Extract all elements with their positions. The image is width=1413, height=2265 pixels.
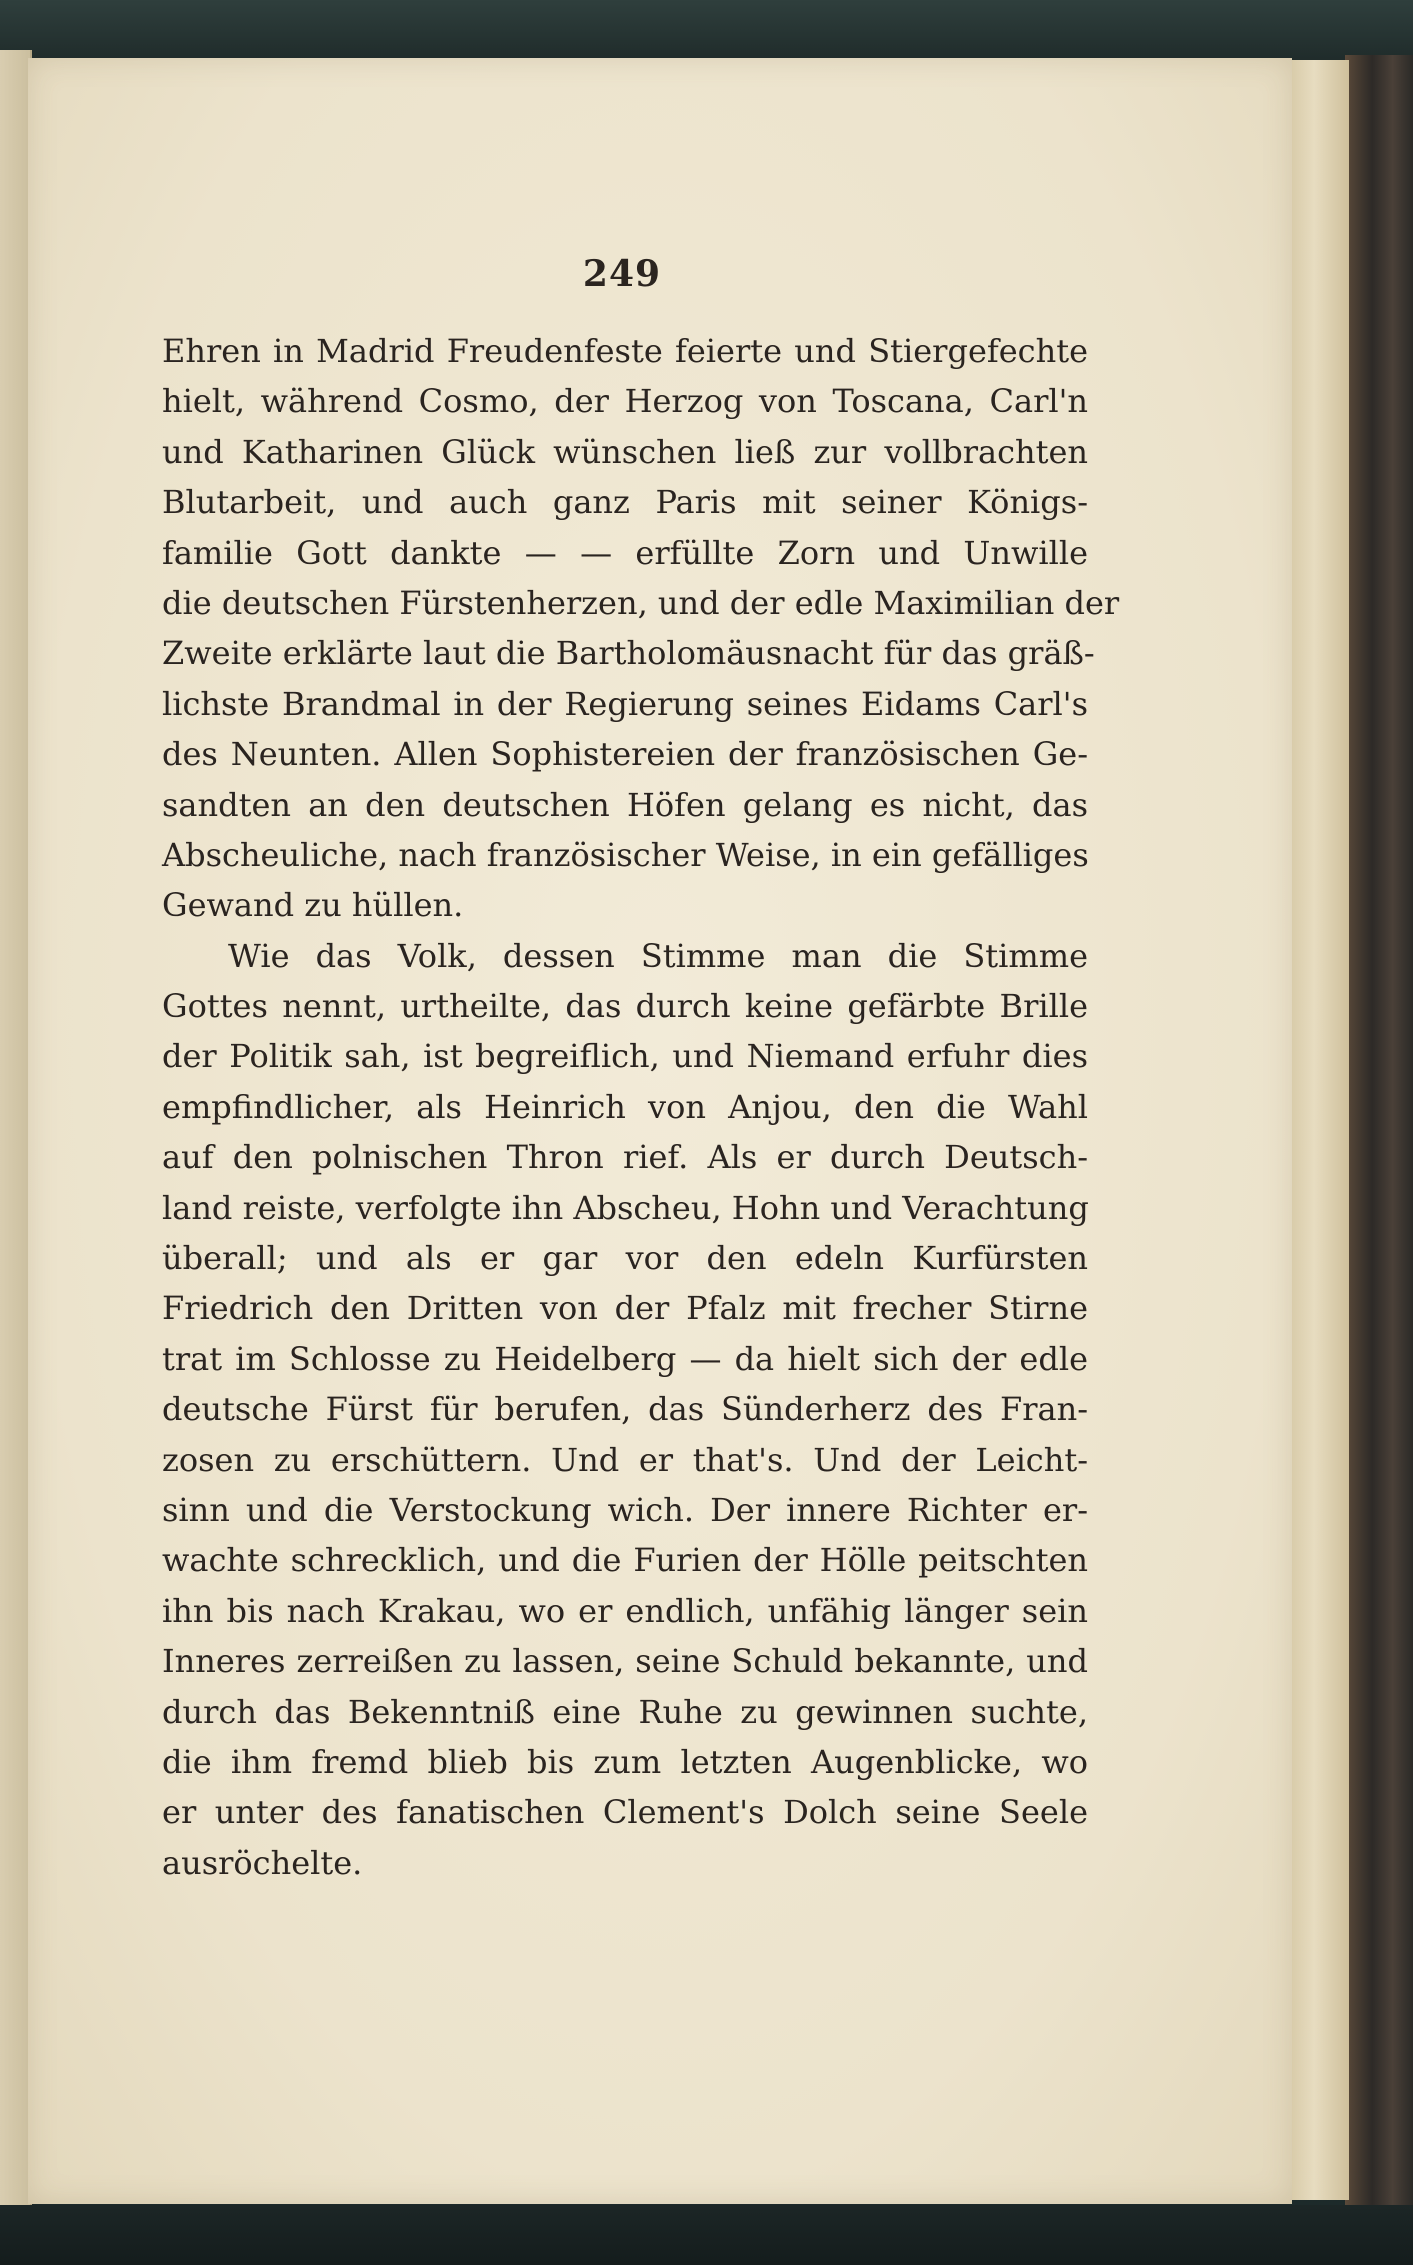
paragraph-2 bbox=[162, 931, 1088, 1888]
text-line: hielt, während Cosmo, der Herzog von Toscana, Carl'n bbox=[162, 382, 1088, 421]
text-line: durch das Bekenntniß eine Ruhe zu gewinnen suchte, bbox=[162, 1692, 1088, 1731]
text-line: Wie das Volk, dessen Stimme man die Stimme bbox=[228, 936, 1088, 975]
right-page-edges bbox=[1290, 60, 1349, 2200]
body-text bbox=[162, 326, 1120, 1888]
text-line: sandten an den deutschen Höfen gelang es nicht, das bbox=[162, 785, 1088, 824]
text-line: familie Gott dankte — — erfüllte Zorn und Unwille bbox=[162, 533, 1088, 572]
text-line: überall; und als er gar vor den edeln Kurfürsten bbox=[162, 1239, 1088, 1278]
text-line: lichste Brandmal in der Regierung seines Eidams Carl's bbox=[162, 684, 1088, 723]
text-line: die deutschen Fürstenherzen, und der edle Maximilian der bbox=[162, 583, 1120, 622]
text-line: Blutarbeit, und auch ganz Paris mit seiner Königs- bbox=[162, 483, 1088, 522]
paragraph-1 bbox=[162, 326, 1120, 931]
text-line: Friedrich den Dritten von der Pfalz mit frecher Stirne bbox=[162, 1289, 1088, 1328]
page-number: 249 bbox=[582, 253, 662, 295]
text-line: der Politik sah, ist begreiflich, und Niemand erfuhr dies bbox=[162, 1037, 1088, 1076]
text-line: Inneres zerreißen zu lassen, seine Schuld bekannte, und bbox=[162, 1642, 1088, 1681]
text-line: ausröchelte. bbox=[162, 1843, 363, 1882]
text-line: des Neunten. Allen Sophistereien der französischen Ge- bbox=[162, 735, 1088, 774]
text-line: empfindlicher, als Heinrich von Anjou, den die Wahl bbox=[162, 1087, 1088, 1126]
text-line: ihn bis nach Krakau, wo er endlich, unfähig länger sein bbox=[162, 1591, 1088, 1630]
text-line: zosen zu erschüttern. Und er that's. Und der Leicht- bbox=[162, 1440, 1088, 1479]
background-bottom-band bbox=[0, 2205, 1413, 2265]
text-line: auf den polnischen Thron rief. Als er durch Deutsch- bbox=[162, 1138, 1088, 1177]
book-page bbox=[28, 58, 1292, 2204]
background-top-band bbox=[0, 0, 1413, 62]
book-cover-board bbox=[1345, 55, 1413, 2205]
text-line: trat im Schlosse zu Heidelberg — da hielt sich der edle bbox=[162, 1339, 1088, 1378]
text-line: deutsche Fürst für berufen, das Sünderherz des Fran- bbox=[162, 1390, 1088, 1429]
text-line: Abscheuliche, nach französischer Weise, in ein gefälliges bbox=[162, 835, 1089, 874]
text-line: land reiste, verfolgte ihn Abscheu, Hohn und Verachtung bbox=[162, 1188, 1089, 1227]
text-line: wachte schrecklich, und die Furien der Hölle peitschten bbox=[162, 1541, 1088, 1580]
text-line: Zweite erklärte laut die Bartholomäusnacht für das gräß- bbox=[162, 634, 1095, 673]
text-line: die ihm fremd blieb bis zum letzten Augenblicke, wo bbox=[162, 1742, 1088, 1781]
text-line: er unter des fanatischen Clement's Dolch seine Seele bbox=[162, 1793, 1088, 1832]
text-line: Gewand zu hüllen. bbox=[162, 886, 464, 925]
text-line: Gottes nennt, urtheilte, das durch keine gefärbte Brille bbox=[162, 987, 1088, 1026]
text-line: Ehren in Madrid Freudenfeste feierte und Stiergefechte bbox=[162, 332, 1088, 370]
text-line: und Katharinen Glück wünschen ließ zur vollbrachten bbox=[162, 432, 1088, 471]
text-line: sinn und die Verstockung wich. Der innere Richter er- bbox=[162, 1490, 1088, 1529]
